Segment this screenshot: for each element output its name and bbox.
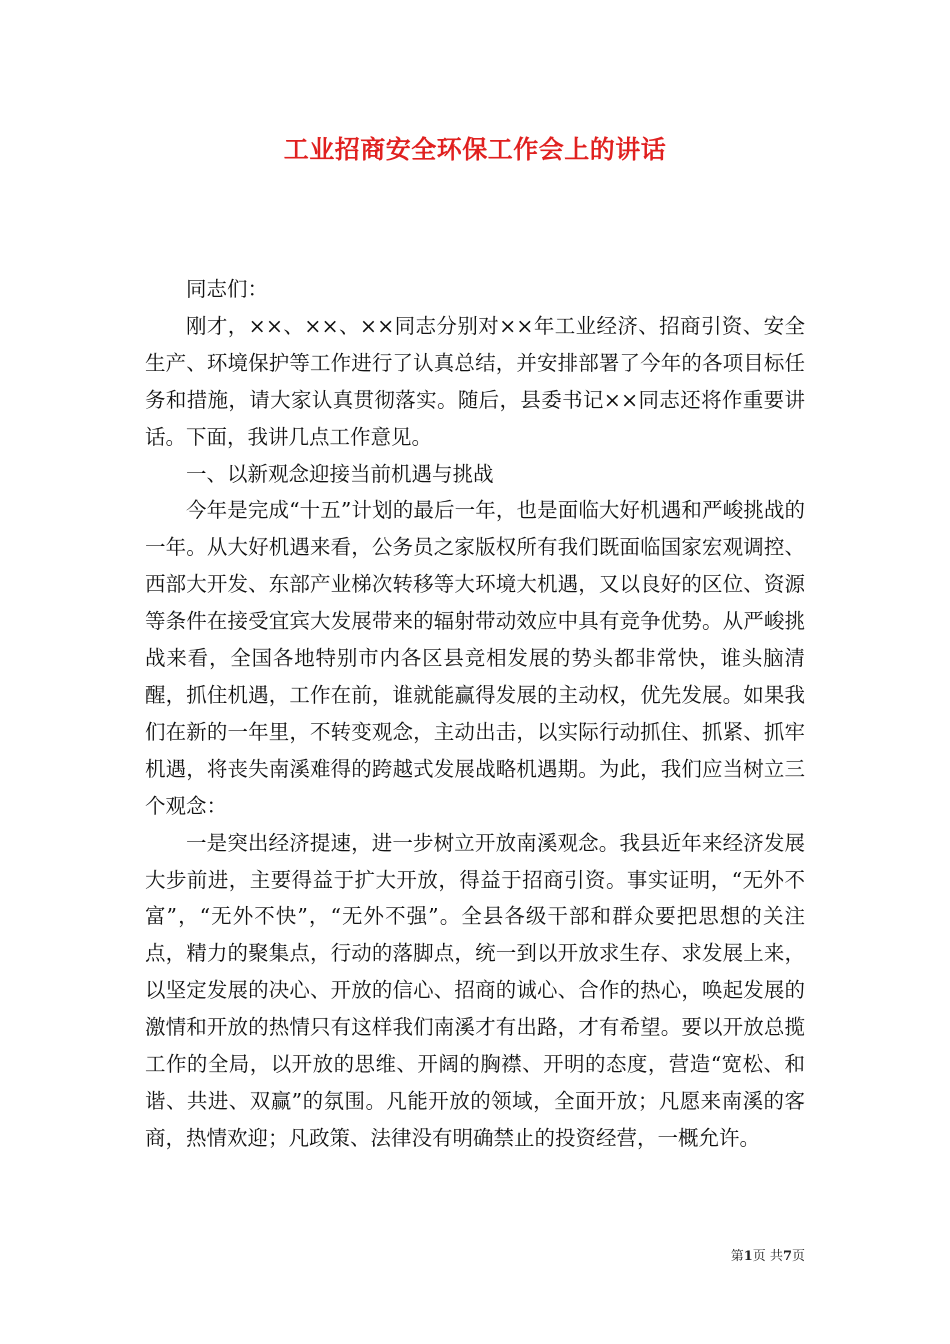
body-paragraph: 一是突出经济提速，进一步树立开放南溪观念。我县近年来经济发展大步前进，主要得益于扩大开放，得益于招商引资。事实证明，“无外不富”，“无外不快”，“无外不强”。全县各级干部和群众要把思想的关注点，精力的聚集点，行动的落脚点，统一到以开放求生存、求发展上来，以坚定发展的决心、开放的信心、招商的诚心、合作的热心，唤起发展的激情和开放的热情只有这样我们南溪才有出路，才有希望。要以开放总揽工作的全局，以开放的思维、开阔的胸襟、开明的态度，营造“宽松、和谐、共进、双赢”的氛围。凡能开放的领域，全面开放；凡愿来南溪的客商，热情欢迎；凡政策、法律没有明确禁止的投资经营，一概允许。: [145, 830, 805, 1150]
page-prefix: 第: [730, 1249, 744, 1264]
salutation-paragraph: 同志们：: [186, 277, 268, 301]
document-title: 工业招商安全环保工作会上的讲话: [283, 135, 667, 164]
page-suffix: 页: [791, 1249, 805, 1264]
total-page-number: 7: [782, 1249, 792, 1264]
document-body: [145, 271, 805, 1157]
page-number: [690, 1248, 805, 1266]
body-paragraph: 今年是完成“十五”计划的最后一年，也是面临大好机遇和严峻挑战的一年。从大好机遇来看，公务员之家版权所有我们既面临国家宏观调控、西部大开发、东部产业梯次转移等大环境大机遇，又以良好的区位、资源等条件在接受宜宾大发展带来的辐射带动效应中具有竞争优势。从严峻挑战来看，全国各地特别市内各区县竞相发展的势头都非常快，谁头脑清醒，抓住机遇，工作在前，谁就能赢得发展的主动权，优先发展。如果我们在新的一年里，不转变观念，主动出击，以实际行动抓住、抓紧、抓牢机遇，将丧失南溪难得的跨越式发展战略机遇期。为此，我们应当树立三个观念：: [145, 498, 805, 818]
current-page-number: 1: [743, 1249, 753, 1264]
section-heading-1: 一、以新观念迎接当前机遇与挑战: [186, 461, 494, 486]
intro-paragraph: 刚才，××、××、××同志分别对××年工业经济、招商引资、安全生产、环境保护等工作进行了认真总结，并安排部署了今年的各项目标任务和措施，请大家认真贯彻落实。随后，县委书记××同志还将作重要讲话。下面，我讲几点工作意见。: [145, 313, 805, 449]
page-middle: 页 共: [752, 1249, 783, 1264]
